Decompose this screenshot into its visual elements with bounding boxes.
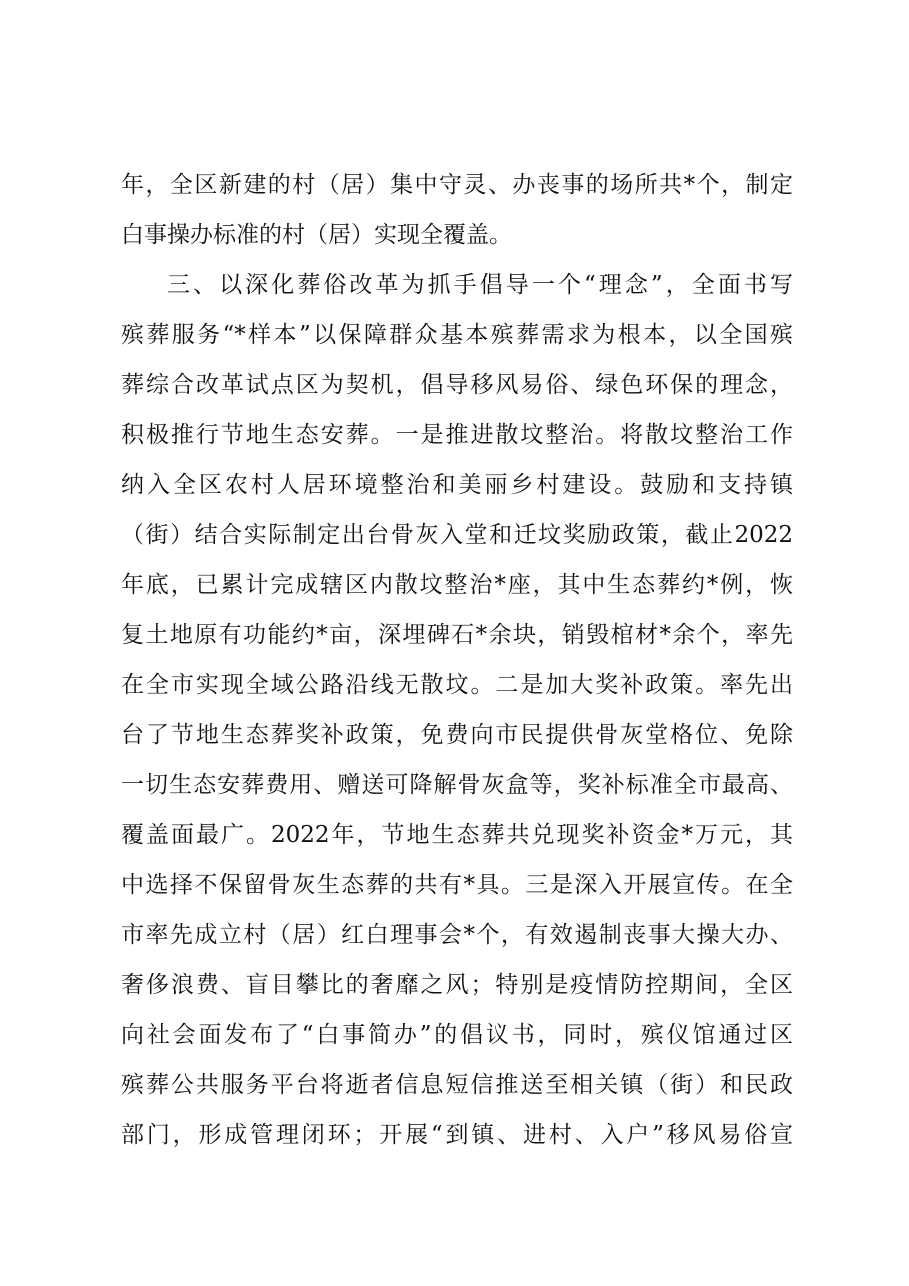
text-line: 覆盖面最广。2022年，节地生态葬共兑现奖补资金*万元，其 <box>121 822 793 848</box>
text-line: 奢侈浪费、盲目攀比的奢靡之风；特别是疫情防控期间，全区 <box>121 972 793 998</box>
text-line: 积极推行节地生态安葬。一是推进散坟整治。将散坟整治工作 <box>121 422 793 448</box>
text-line: 年，全区新建的村（居）集中守灵、办丧事的场所共*个，制定 <box>121 172 793 198</box>
text-line: 一切生态安葬费用、赠送可降解骨灰盒等，奖补标准全市最高、 <box>121 772 793 798</box>
text-line: 三、以深化葬俗改革为抓手倡导一个“理念”，全面书写 <box>167 272 793 298</box>
text-line: 纳入全区农村人居环境整治和美丽乡村建设。鼓励和支持镇 <box>121 472 793 498</box>
text-line: 市率先成立村（居）红白理事会*个，有效遏制丧事大操大办、 <box>121 922 793 948</box>
text-line: 台了节地生态葬奖补政策，免费向市民提供骨灰堂格位、免除 <box>121 722 793 748</box>
document-body <box>121 160 793 1160</box>
text-line: 在全市实现全域公路沿线无散坟。二是加大奖补政策。率先出 <box>121 672 793 698</box>
text-line: 中选择不保留骨灰生态葬的共有*具。三是深入开展宣传。在全 <box>121 872 793 898</box>
text-line: 部门，形成管理闭环；开展“到镇、进村、入户”移风易俗宣 <box>121 1122 793 1148</box>
text-line: 复土地原有功能约*亩，深埋碑石*余块，销毁棺材*余个，率先 <box>121 622 793 648</box>
text-line: 向社会面发布了“白事简办”的倡议书，同时，殡仪馆通过区 <box>121 1022 793 1048</box>
text-line: 年底，已累计完成辖区内散坟整治*座，其中生态葬约*例，恢 <box>121 572 793 598</box>
text-line: 殡葬公共服务平台将逝者信息短信推送至相关镇（街）和民政 <box>121 1072 793 1098</box>
text-line: 白事操办标准的村（居）实现全覆盖。 <box>121 222 512 248</box>
text-line: 葬综合改革试点区为契机，倡导移风易俗、绿色环保的理念， <box>121 372 793 398</box>
text-line: 殡葬服务“*样本”以保障群众基本殡葬需求为根本，以全国殡 <box>121 322 793 348</box>
text-line: （街）结合实际制定出台骨灰入堂和迁坟奖励政策，截止2022 <box>121 522 793 548</box>
